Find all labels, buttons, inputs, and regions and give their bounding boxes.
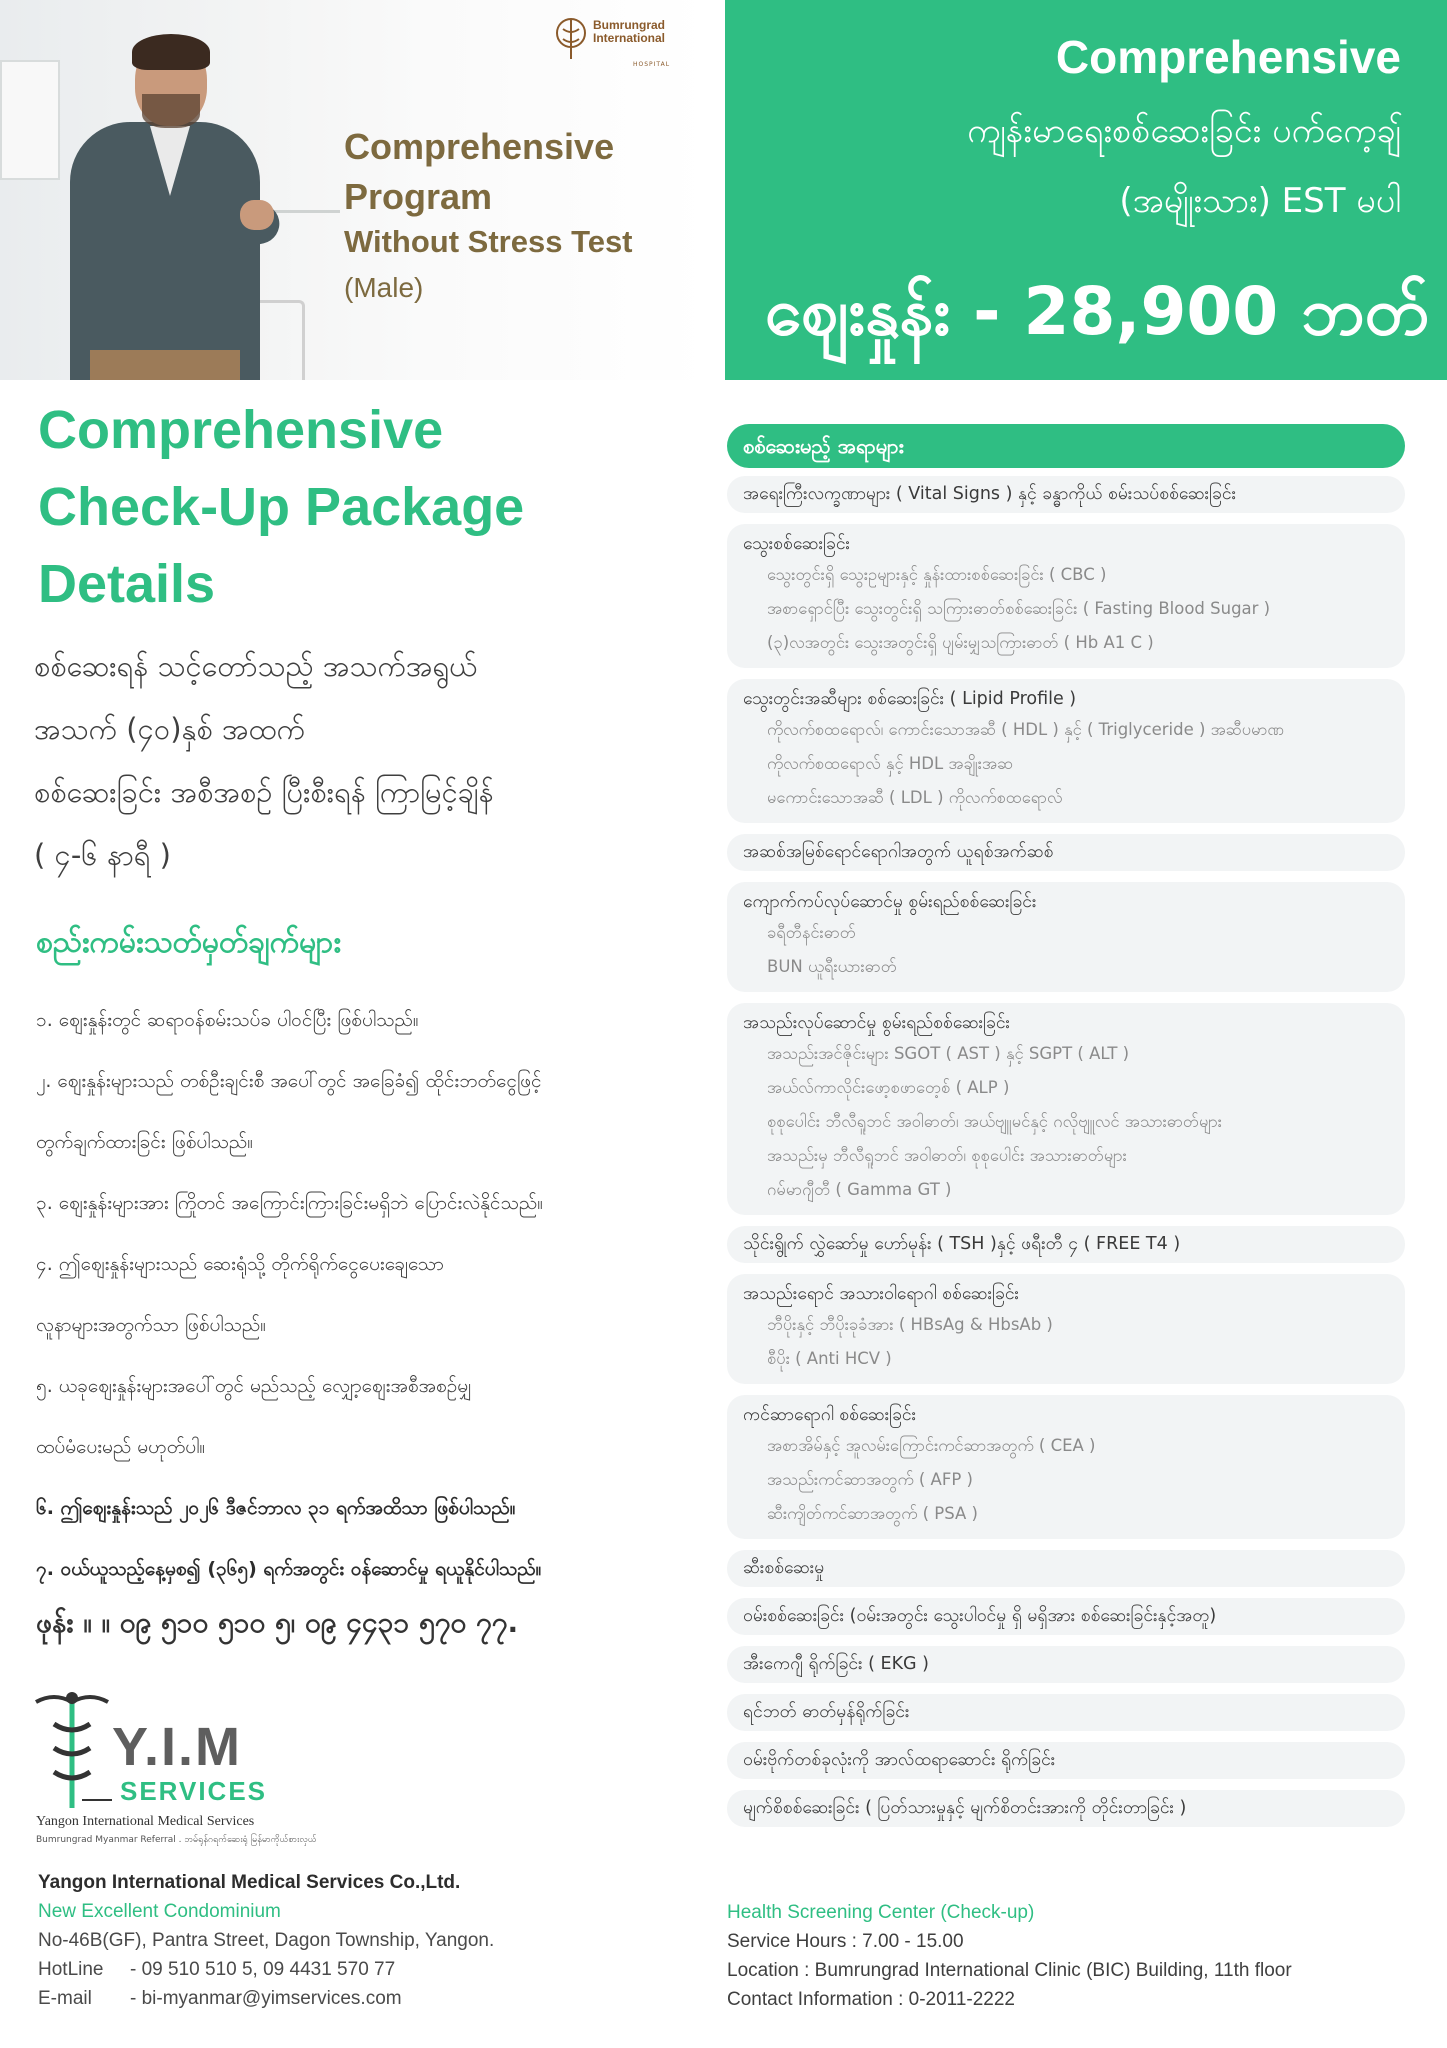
yim-tagline: Bumrungrad Myanmar Referral . ဘမ်ရုန်ဂရက်ဆေးရုံ မြန်မာကိုယ်စားလှယ် [36, 1835, 317, 1845]
checklist-item [727, 882, 1405, 992]
term-item: ၃. စျေးနှုန်းများအား ကြိုတင် အကြောင်းကြားခြင်းမရှိဘဲ ပြောင်းလဲနိုင်သည်။ [36, 1192, 543, 1214]
term-item: ၅. ယခုစျေးနှုန်းများအပေါ်တွင် မည်သည့် လျှော့စျေးအစီအစဉ်မျှ [36, 1375, 472, 1397]
hero-photo [0, 0, 710, 380]
checklist-subitem: ဘီပိုးနှင့် ဘီပိုးခုခံအား ( HBsAg & HbsAb ) [767, 1315, 1053, 1334]
bumrungrad-hospital: HOSPITAL [633, 61, 671, 68]
checklist-item [727, 1226, 1405, 1263]
checklist-header: စစ်ဆေးမည့် အရာများ [727, 424, 1405, 468]
checklist-item [727, 1742, 1405, 1779]
company-address: No-46B(GF), Pantra Street, Dagon Township, Yangon. [38, 1930, 495, 1951]
term-item: ၄. ဤစျေးနှုန်းများသည် ဆေးရုံသို့ တိုက်ရိုက်ငွေပေးချေသော [36, 1253, 444, 1275]
checklist-subitem: ကိုလက်စထရောလ် နှင့် HDL အချိုးအဆ [767, 754, 1014, 773]
checklist-item [727, 476, 1405, 513]
checklist-item-title: ကင်ဆာရောဂါ စစ်ဆေးခြင်း [743, 1405, 917, 1425]
checklist-item-title: အီးကေဂျီ ရိုက်ခြင်း ( EKG ) [743, 1654, 930, 1674]
package-title-line1: Comprehensive [38, 400, 444, 460]
yim-logo [32, 1688, 332, 1848]
checklist-subitem: အစာရှောင်ပြီး သွေးတွင်းရှိ သကြားဓာတ်စစ်ဆေးခြင်း ( Fasting Blood Sugar ) [767, 599, 1271, 618]
checklist-item-title: အဆစ်အမြစ်ရောင်ရောဂါအတွက် ယူရစ်အက်ဆစ် [743, 842, 1054, 862]
intro-line3: စစ်ဆေးခြင်း အစီအစဉ် ပြီးစီးရန် ကြာမြင့်ချိန် [34, 775, 494, 809]
price-panel-title: Comprehensive [1055, 31, 1401, 83]
checklist-item-title: ဝမ်းစစ်ဆေးခြင်း (ဝမ်းအတွင်း သွေးပါဝင်မှု ရှိ မရှိအား စစ်ဆေးခြင်းနှင့်အတူ) [743, 1606, 1217, 1626]
checklist-item-title: အသည်းရောင် အသားဝါရောဂါ စစ်ဆေးခြင်း [743, 1284, 1019, 1304]
price-panel-line2: (အမျိုးသား) EST မပါ [1119, 181, 1401, 221]
bumrungrad-logo [553, 15, 683, 75]
company-name: Yangon International Medical Services Co.,Ltd. [38, 1872, 461, 1893]
checklist-item [727, 524, 1405, 668]
checklist-item [727, 1646, 1405, 1683]
checklist-item-title: အရေးကြီးလက္ခဏာများ ( Vital Signs ) နှင့် ခန္ဓာကိုယ် စမ်းသပ်စစ်ဆေးခြင်း [743, 484, 1237, 504]
hotline-value: - 09 510 510 5, 09 4431 570 77 [130, 1959, 396, 1980]
screening-contact: Contact Information : 0-2011-2222 [727, 1989, 1015, 2010]
email-value: - bi-myanmar@yimservices.com [130, 1988, 402, 2009]
man-with-phone-illustration [30, 40, 260, 380]
checklist-subitem: မကောင်းသောအဆီ ( LDL ) ကိုလက်စထရောလ် [767, 788, 1063, 807]
checklist-item-title: ဝမ်းဗိုက်တစ်ခုလုံးကို အာလ်ထရာဆောင်း ရိုက်ခြင်း [743, 1750, 1056, 1770]
checklist-item [727, 1694, 1405, 1731]
checklist-subitem: ဆီးကျိတ်ကင်ဆာအတွက် ( PSA ) [767, 1504, 978, 1523]
checklist-item-title: သွေးတွင်းအဆီများ စစ်ဆေးခြင်း ( Lipid Profile ) [743, 689, 1077, 709]
price-panel-line1: ကျန်းမာရေးစစ်ဆေးခြင်း ပက်ကေ့ချ် [967, 111, 1401, 151]
email-label: E-mail [38, 1988, 92, 2009]
package-title-line2: Check-Up Package [38, 477, 525, 537]
checklist-item [727, 1274, 1405, 1384]
caduceus-icon [32, 1688, 112, 1812]
company-contact [38, 1868, 494, 2013]
package-title-line3: Details [38, 554, 216, 614]
caduceus-icon [553, 15, 589, 61]
term-item: တွက်ချက်ထားခြင်း ဖြစ်ပါသည်။ [36, 1131, 254, 1153]
intro-line2: အသက် (၄၀)နှစ် အထက် [34, 712, 306, 746]
checklist-items [727, 476, 1405, 1838]
screening-heading: Health Screening Center (Check-up) [727, 1902, 1035, 1923]
checklist-subitem: ခရီတီနင်းဓာတ် [767, 923, 856, 942]
checklist-item [727, 1395, 1405, 1539]
checklist-item [727, 1003, 1405, 1215]
checklist-item [727, 679, 1405, 823]
checklist-subitem: သွေးတွင်းရှိ သွေးဥများနှင့် နှုန်းထားစစ်ဆေးခြင်း ( CBC ) [767, 565, 1107, 584]
yim-logo-text: Y.I.M [112, 1717, 243, 1777]
program-gender: (Male) [344, 272, 424, 303]
yim-logo-services: SERVICES [120, 1776, 268, 1806]
checklist-subitem: စုစုပေါင်း ဘီလီရူဘင် အဝါဓာတ်၊ အယ်ဗျူမင်နှင့် ဂလိုဗျူလင် အသားဓာတ်များ [767, 1112, 1222, 1131]
checklist-subitem: စီပိုး ( Anti HCV ) [767, 1349, 892, 1368]
package-title [38, 392, 524, 623]
checklist-subitem: အသည်းအင်ဇိုင်းများ SGOT ( AST ) နှင့် SGPT ( ALT ) [767, 1044, 1130, 1063]
company-condo: New Excellent Condominium [38, 1901, 281, 1922]
checklist-item [727, 1598, 1405, 1635]
term-item: ၁. စျေးနှုန်းတွင် ဆရာဝန်စမ်းသပ်ခ ပါဝင်ပြီး ဖြစ်ပါသည်။ [36, 1009, 419, 1031]
price-label: စျေးနှုန်း - 28,900 ဘတ် [765, 273, 1429, 350]
terms-list [36, 990, 696, 1600]
hotline-label: HotLine [38, 1959, 104, 1980]
screening-location: Location : Bumrungrad International Clinic (BIC) Building, 11th floor [727, 1960, 1292, 1981]
screening-hours: Service Hours : 7.00 - 15.00 [727, 1931, 964, 1952]
program-title [344, 122, 614, 222]
term-item: ထပ်မံပေးမည် မဟုတ်ပါ။ [36, 1436, 206, 1458]
program-subtitle: Without Stress Test [344, 224, 633, 259]
checklist-item-title: ကျောက်ကပ်လုပ်ဆောင်မှု စွမ်းရည်စစ်ဆေးခြင်း [743, 892, 1037, 912]
screening-center-info [727, 1898, 1292, 2014]
term-item: ၂. စျေးနှုန်းများသည် တစ်ဦးချင်းစီ အပေါ်တွင် အခြေခံ၍ ထိုင်းဘတ်ငွေဖြင့် [36, 1070, 542, 1092]
checklist-subitem: အသည်းမှ ဘီလီရူဘင် အဝါဓာတ်၊ စုစုပေါင်း အသားဓာတ်များ [767, 1146, 1127, 1165]
checklist-item-title: ရင်ဘတ် ဓာတ်မှန်ရိုက်ခြင်း [743, 1702, 910, 1722]
checklist-subitem: အယ်လ်ကာလိုင်းဖော့စဖာတေ့စ် ( ALP ) [767, 1078, 1010, 1097]
checklist-item-title: မျက်စိစစ်ဆေးခြင်း ( ပြတ်သားမှုနှင့် မျက်စိတင်းအားကို တိုင်းတာခြင်း ) [743, 1798, 1187, 1818]
checklist-item-title: သွေးစစ်ဆေးခြင်း [743, 534, 850, 554]
price-panel [725, 0, 1447, 380]
yim-full-name: Yangon International Medical Services [36, 1814, 255, 1829]
phone-numbers: ဖုန်း ။ ။ ၀၉ ၅၁၀ ၅၁၀ ၅၊ ၀၉ ၄၄၃၁ ၅၇၀ ၇၇. [36, 1606, 519, 1639]
checklist-subitem: အသည်းကင်ဆာအတွက် ( AFP ) [767, 1470, 973, 1489]
term-item: ၆. ဤစျေးနှုန်းသည် ၂၀၂၆ ဒီဇင်ဘာလ ၃၁ ရက်အထိသာ ဖြစ်ပါသည်။ [36, 1497, 516, 1519]
term-item: လူနာများအတွက်သာ ဖြစ်ပါသည်။ [36, 1314, 267, 1336]
intro-line1: စစ်ဆေးရန် သင့်တော်သည့် အသက်အရွယ် [34, 649, 478, 683]
checklist-subitem: (၃)လအတွင်း သွေးအတွင်းရှိ ပျမ်းမျှသကြားဓာတ် ( Hb A1 C ) [767, 633, 1154, 652]
package-intro [34, 635, 694, 887]
checklist-item [727, 1790, 1405, 1827]
intro-line4: ( ၄-၆ နာရီ ) [34, 838, 171, 872]
company-email [38, 1984, 494, 2013]
program-title-line2: Program [344, 176, 493, 217]
checklist-subitem: ဂမ်မာဂျီတီ ( Gamma GT ) [767, 1180, 952, 1199]
checklist-item-title: သိုင်းရွိုက် လွှဲဆော်မှု ဟော်မုန်း ( TSH )နှင့် ဖရီးတီ ၄ ( FREE T4 ) [743, 1234, 1181, 1254]
checklist-subitem: အစာအိမ်နှင့် အူလမ်းကြောင်းကင်ဆာအတွက် ( CEA ) [767, 1436, 1096, 1455]
checklist-item-title: အသည်းလုပ်ဆောင်မှု စွမ်းရည်စစ်ဆေးခြင်း [743, 1013, 1010, 1033]
checklist-item [727, 1550, 1405, 1587]
checklist-subitem: ကိုလက်စထရောလ်၊ ကောင်းသောအဆီ ( HDL ) နှင့် ( Triglyceride ) အဆီပမာဏ [767, 720, 1285, 739]
company-hotline [38, 1955, 494, 1984]
bumrungrad-name: Bumrungrad [593, 18, 665, 32]
term-item: ၇. ဝယ်ယူသည့်နေ့မှစ၍ (၃၆၅) ရက်အတွင်း ဝန်ဆောင်မှု ရယူနိုင်ပါသည်။ [36, 1558, 542, 1580]
checklist-subitem: BUN ယူရီးယားဓာတ် [767, 957, 897, 976]
checklist-item [727, 834, 1405, 871]
checklist-item-title: ဆီးစစ်ဆေးမှု [743, 1558, 825, 1578]
terms-heading: စည်းကမ်းသတ်မှတ်ချက်များ [36, 925, 341, 960]
program-title-line1: Comprehensive [344, 126, 615, 167]
bumrungrad-international: International [593, 31, 666, 45]
